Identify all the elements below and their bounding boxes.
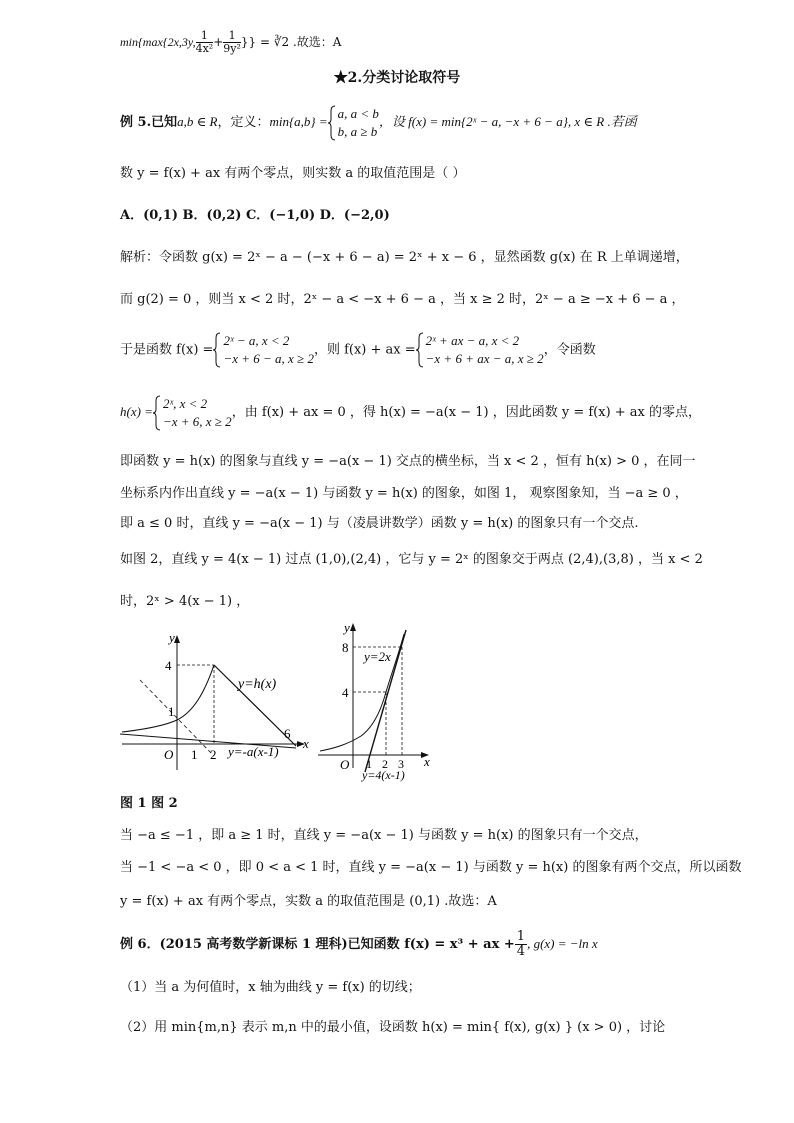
- fraction-1-den: 4x²: [195, 42, 214, 55]
- f-case-1: 2ˣ − a, x < 2: [223, 333, 290, 348]
- fraction-1-num: 1: [196, 30, 214, 43]
- fig2-tick-3: 3: [398, 757, 404, 771]
- solution-line-9: 时，2ˣ > 4(x − 1) ，: [120, 594, 250, 609]
- fig2-x-label: x: [424, 754, 430, 769]
- fig1-tick-1x: 1: [191, 747, 198, 762]
- f-definition: ，设 f(x) = min{2ˣ − a, −x + 6 − a}, x ∈ R .若函: [378, 114, 637, 129]
- let-function: ，令函数: [543, 342, 596, 358]
- h-equals: h(x) =: [120, 404, 153, 419]
- fig2-tick-1: 1: [366, 757, 372, 771]
- min-ab: min{a,b} =: [269, 114, 328, 129]
- section-title: ★2.分类讨论取符号: [333, 70, 461, 86]
- brace-icon: [328, 105, 336, 141]
- fig2-origin: O: [340, 757, 350, 772]
- solution-line-12: y = f(x) + ax 有两个零点，实数 a 的取值范围是 (0,1) .故选：A: [120, 894, 497, 909]
- fig1-y-label: y: [169, 630, 175, 645]
- fig1-tick-4: 4: [165, 658, 172, 673]
- fraction-2-den: 9y²: [223, 42, 241, 55]
- h-case-1: 2ˣ, x < 2: [162, 395, 208, 411]
- fig1-tick-6: 6: [284, 726, 291, 741]
- quarter-den: 4: [516, 944, 526, 959]
- brace-icon: [153, 395, 161, 431]
- prev-expression-start: min{max{2x,3y,: [120, 35, 196, 49]
- example6-line1: [120, 928, 598, 961]
- fax-piecewise: [416, 332, 544, 368]
- solution-line-5: 即函数 y = h(x) 的图象与直线 y = −a(x − 1) 交点的横坐标，当 x < 2 ，恒有 h(x) > 0 ，在同一: [120, 454, 696, 469]
- solution-line-10: 当 −a ≤ −1 ，即 a ≥ 1 时，直线 y = −a(x − 1) 与函数 y = h(x) 的图象只有一个交点，: [120, 828, 648, 843]
- solution-line-4: [120, 394, 701, 431]
- fig1-tick-2: 2: [210, 747, 217, 762]
- ab-in-R: a,b ∈ R: [177, 114, 218, 129]
- plus-sign: +: [213, 35, 224, 49]
- fig1-x-label: x: [303, 736, 309, 751]
- brace-icon: [416, 332, 424, 368]
- example6-part1: （1）当 a 为何值时，x 轴为曲线 y = f(x) 的切线；: [120, 980, 421, 995]
- min-case-1: a, a < b: [337, 105, 379, 121]
- fraction-2-num: 1: [223, 30, 241, 43]
- solution-line-7: 即 a ≤ 0 时，直线 y = −a(x − 1) 与（凌晨讲数学）函数 y = h(x) 的图象只有一个交点.: [120, 516, 639, 531]
- fig2-y-label: y: [344, 620, 350, 635]
- f-piecewise: [213, 332, 314, 368]
- f-equals: 于是函数 f(x) =: [120, 342, 214, 358]
- solution-line-3: [120, 332, 596, 369]
- fig1-origin: O: [164, 747, 174, 762]
- fig2-tick-2: 2: [382, 757, 388, 771]
- previous-answer-line: [120, 30, 341, 55]
- fraction-1: [196, 30, 214, 55]
- solution-line-1: 解析：令函数 g(x) = 2ˣ − a − (−x + 6 − a) = 2ˣ + x − 6 ，显然函数 g(x) 在 R 上单调递增，: [120, 250, 689, 265]
- brace-icon: [213, 332, 221, 368]
- fig2-line-label: y=4(x-1): [362, 768, 405, 782]
- example5-label: 例 5.已知: [120, 115, 178, 130]
- example5-line1: [120, 104, 637, 141]
- solution-line-2: 而 g(2) = 0 ，则当 x < 2 时，2ˣ − a < −x + 6 − a ，当 x ≥ 2 时，2ˣ − a ≥ −x + 6 − a ，: [120, 292, 685, 307]
- definition-label: ，定义：: [217, 115, 270, 130]
- prev-expression-end: }} = ∛2 .故选：A: [240, 35, 342, 49]
- example6-part2: （2）用 min{m,n} 表示 m,n 中的最小值，设函数 h(x) = min{ f(x), g(x) } (x > 0) ，讨论: [120, 1020, 666, 1035]
- fig1-tick-1y: 1: [168, 704, 175, 719]
- fig1-hx-label: y=h(x): [238, 677, 277, 692]
- h-piecewise: [153, 395, 232, 431]
- fig1-line-label: y=-a(x-1): [228, 744, 279, 759]
- fax-equals: ，则 f(x) + ax =: [313, 342, 416, 358]
- example5-line2: 数 y = f(x) + ax 有两个零点，则实数 a 的取值范围是（ ）: [120, 166, 466, 181]
- fig2-exp-curve: [320, 634, 404, 751]
- f-case-2: −x + 6 − a, x ≥ 2: [223, 351, 314, 366]
- fax-case-1: 2ˣ + ax − a, x < 2: [425, 333, 520, 348]
- solution-line-8: 如图 2，直线 y = 4(x − 1) 过点 (1,0),(2,4) ，它与 y = 2ˣ 的图象交于两点 (2,4),(3,8) ，当 x < 2: [120, 552, 703, 567]
- fig2-exp-label: y=2x: [364, 649, 391, 664]
- solution-line-6: 坐标系内作出直线 y = −a(x − 1) 与函数 y = h(x) 的图象，如图 1， 观察图象知，当 −a ≥ 0 ，: [120, 486, 688, 501]
- g-definition: , g(x) = −ln x: [527, 936, 598, 951]
- fig2-tick-4: 4: [342, 685, 349, 700]
- min-piecewise: [328, 105, 379, 141]
- fig2-tick-8: 8: [342, 640, 349, 655]
- zero-derivation: ，由 f(x) + ax = 0 ，得 h(x) = −a(x − 1) ，因此函数 y = f(x) + ax 的零点，: [231, 405, 702, 420]
- min-case-2: b, a ≥ b: [337, 123, 378, 139]
- fax-case-2: −x + 6 + ax − a, x ≥ 2: [425, 351, 544, 366]
- example6-stem: 例 6．(2015 高考数学新课标 1 理科)已知函数 f(x) = x³ + ax +: [120, 937, 515, 952]
- figure-1: [118, 628, 313, 773]
- quarter-fraction: [515, 930, 527, 959]
- figure-caption: 图 1 图 2: [120, 796, 178, 811]
- fraction-2: [223, 30, 241, 55]
- figure-2: [316, 620, 436, 785]
- solution-line-11: 当 −1 < −a < 0 ，即 0 < a < 1 时，直线 y = −a(x − 1) 与函数 y = h(x) 的图象有两个交点，所以函数: [120, 860, 742, 875]
- h-case-2: −x + 6, x ≥ 2: [162, 413, 232, 429]
- example5-options: A．(0,1) B．(0,2) C．(−1,0) D．(−2,0): [120, 208, 390, 223]
- quarter-num: 1: [516, 929, 526, 944]
- fig1-exp-curve: [122, 665, 214, 732]
